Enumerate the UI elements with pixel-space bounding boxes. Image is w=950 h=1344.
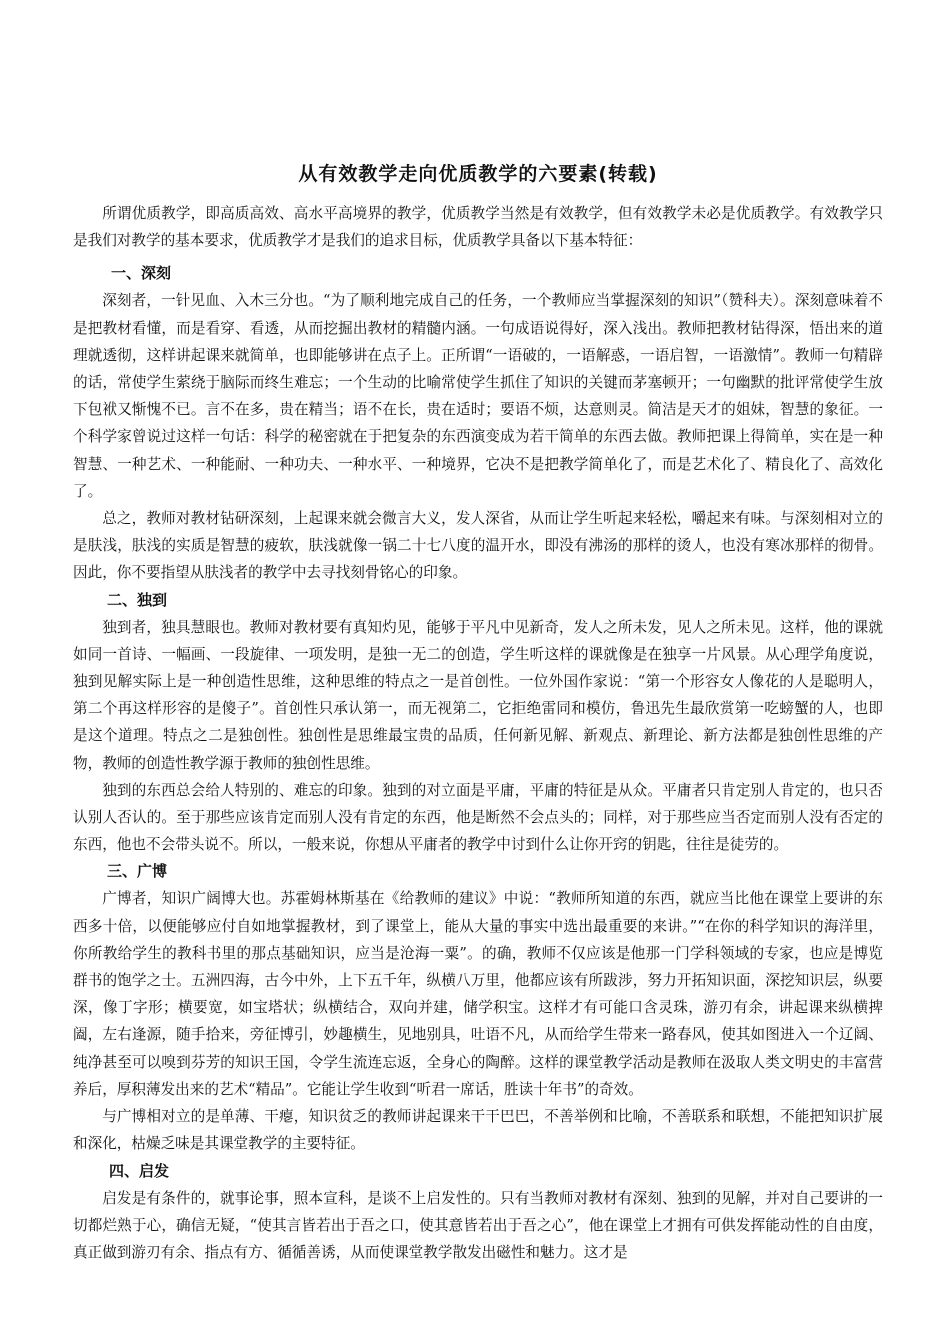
section-paragraph: 深刻者，一针见血、入木三分也。“为了顺利地完成自己的任务，一个教师应当掌握深刻的知识”（赞科夫）。深刻意味着不是把教材看懂，而是看穿、看透，从而挖掘出教材的精髓内涵。一句成语说得好，深入浅出。教师把教材钻得深，悟出来的道理就透彻，这样讲起课来就简单，也即能够讲在点子上。正所谓“一语破的，一语解惑，一语启智，一语激情”。教师一句精辟的话，常使学生萦绕于脑际而终生难忘；一个生动的比喻常使学生抓住了知识的关键而茅塞顿开；一句幽默的批评常使学生放下包袱又惭愧不已。言不在多，贵在精当；语不在长，贵在适时；要语不烦，达意则灵。简洁是天才的姐妹，智慧的象征。一个科学家曾说过这样一句话：科学的秘密就在于把复杂的东西演变成为若干简单的东西去做。教师把课上得简单，实在是一种智慧、一种艺术、一种能耐、一种功夫、一种水平、一种境界，它决不是把教学简单化了，而是艺术化了、精良化了、高效化了。 (73, 292, 883, 500)
section-paragraph: 启发是有条件的，就事论事，照本宣科，是谈不上启发性的。只有当教师对教材有深刻、独到的见解，并对自己要讲的一切都烂熟于心，确信无疑，“使其言皆若出于吾之口，使其意皆若出于吾之心”，他在课堂上才拥有可供发挥能动性的自由度，真正做到游刃有余、指点有方、循循善诱，从而使课堂教学散发出磁性和魅力。这才是 (73, 1189, 883, 1261)
section-paragraph: 与广博相对立的是单薄、干瘪，知识贫乏的教师讲起课来干干巴巴，不善举例和比喻，不善联系和联想，不能把知识扩展和深化，枯燥乏味是其课堂教学的主要特征。 (73, 1108, 883, 1153)
section-heading: 二、独到 (107, 590, 168, 609)
section-heading: 一、深刻 (111, 264, 172, 283)
article-title: 从有效教学走向优质教学的六要素(转载) (298, 163, 658, 185)
section-paragraph: 总之，教师对教材钻研深刻，上起课来就会微言大义，发人深省，从而让学生听起来轻松，嚼起来有味。与深刻相对立的是肤浅，肤浅的实质是智慧的疲软，肤浅就像一锅二十七八度的温开水，即没有沸汤的那样的烫人，也没有寒冰那样的彻骨。因此，你不要指望从肤浅者的教学中去寻找刻骨铭心的印象。 (73, 510, 883, 582)
section-paragraph: 广博者，知识广阔博大也。苏霍姆林斯基在《给教师的建议》中说：“教师所知道的东西，就应当比他在课堂上要讲的东西多十倍，以便能够应付自如地掌握教材，到了课堂上，能从大量的事实中选出最重要的来讲。”“在你的科学知识的海洋里，你所教给学生的教科书里的那点基础知识，应当是沧海一粟”。的确，教师不仅应该是他那一门学科领域的专家，也应是博览群书的饱学之士。五洲四海，古今中外，上下五千年，纵横八万里，他都应该有所跋涉，努力开拓知识面，深挖知识层，纵要深，像丁字形；横要宽，如宝塔状；纵横结合，双向并建，储学积宝。这样才有可能口含灵珠，游刃有余，讲起课来纵横捭阖，左右逢源，随手拾来，旁征博引，妙趣横生，见地别具，吐语不凡，从而给学生带来一路春风，使其如图进入一个辽阔、纯净甚至可以嗅到芬芳的知识王国，令学生流连忘返，全身心的陶醉。这样的课堂教学活动是教师在汲取人类文明史的丰富营养后，厚积薄发出来的艺术“精品”。它能让学生收到“听君一席话，胜读十年书”的奇效。 (73, 890, 883, 1098)
section-heading: 三、广博 (107, 862, 168, 881)
section-paragraph: 独到者，独具慧眼也。教师对教材要有真知灼见，能够于平凡中见新奇，发人之所未发，见人之所未见。这样，他的课就如同一首诗、一幅画、一段旋律、一项发明，是独一无二的创造，学生听这样的课就像是在独享一片风景。从心理学角度说，独到见解实际上是一种创造性思维，这种思维的特点之一是首创性。一位外国作家说：“第一个形容女人像花的人是聪明人，第二个再这样形容的是傻子”。首创性只承认第一，而无视第二，它拒绝雷同和模仿，鲁迅先生最欣赏第一吃螃蟹的人，也即是这个道理。特点之二是独创性。独创性是思维最宝贵的品质，任何新见解、新观点、新理论、新方法都是独创性思维的产物，教师的创造性教学源于教师的独创性思维。 (73, 618, 883, 772)
section-heading: 四、启发 (109, 1161, 170, 1180)
article (73, 160, 883, 1266)
section-shenke (73, 260, 883, 586)
section-dudao (73, 587, 883, 859)
section-paragraph: 独到的东西总会给人特别的、难忘的印象。独到的对立面是平庸，平庸的特征是从众。平庸者只肯定别人肯定的，也只否认别人否认的。至于那些应该肯定而别人没有肯定的东西，他是断然不会点头的；同样，对于那些应当否定而别人没有否定的东西，他也不会带头说不。所以，一般来说，你想从平庸者的教学中讨到什么让你开窍的钥匙，往往是徒劳的。 (73, 781, 883, 854)
intro-paragraph: 所谓优质教学，即高质高效、高水平高境界的教学，优质教学当然是有效教学，但有效教学未必是优质教学。有效教学只是我们对教学的基本要求，优质教学才是我们的追求目标，优质教学具备以下基本特征： (73, 205, 883, 250)
section-qifa (73, 1158, 883, 1267)
section-guangbo (73, 858, 883, 1157)
